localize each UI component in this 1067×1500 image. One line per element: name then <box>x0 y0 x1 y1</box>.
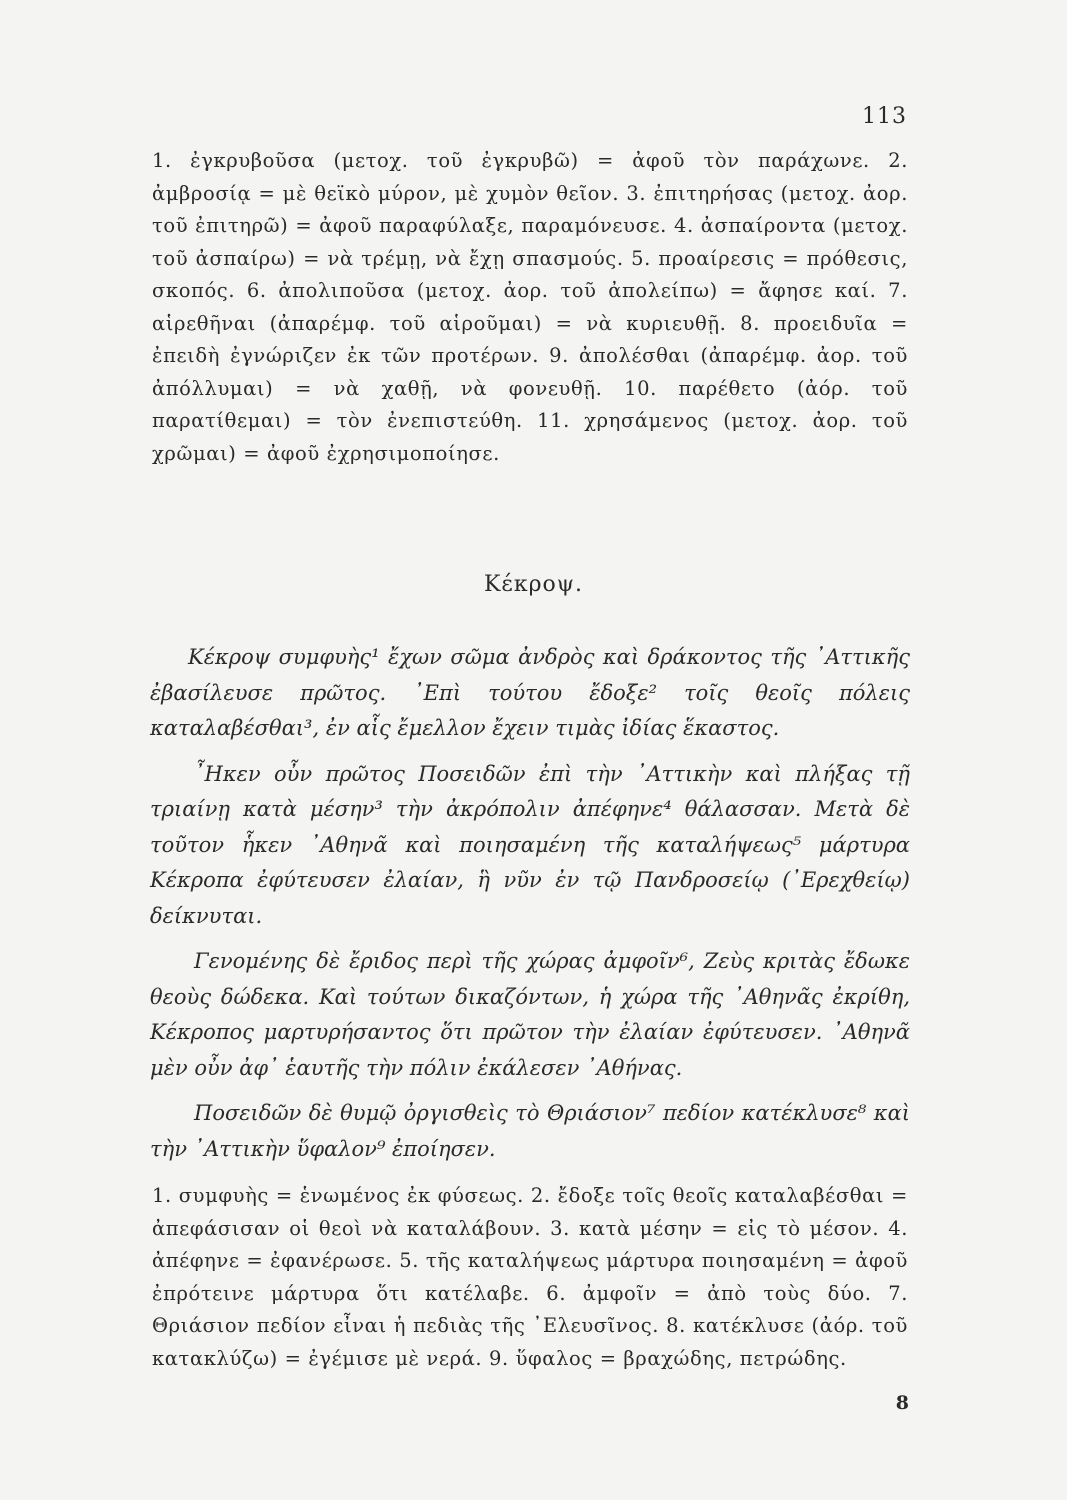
main-text <box>150 640 910 1177</box>
signature-mark: 8 <box>895 1392 909 1414</box>
footnotes-previous <box>152 145 908 470</box>
footnote-paragraph: 1. συμφυὴς = ἑνωμένος ἐκ φύσεως. 2. ἔδοξε τοῖς θεοῖς καταλαβέσθαι = ἀπεφάσισαν οἱ θεοὶ νὰ καταλάβουν. 3. κατὰ μέσην = εἰς τὸ μέσον. 4. ἀπέφηνε = ἐφανέρωσε. 5. τῆς καταλήψεως μάρτυρα ποιησαμένη = ἀφοῦ ἐπρότεινε μάρτυρα ὅτι κατέλαβε. 6. ἀμφοῖν = ἀπὸ τοὺς δύο. 7. Θριάσιον πεδίον εἶναι ἡ πεδιὰς τῆς ᾿Ελευσῖνος. 8. κατέκλυσε (ἀόρ. τοῦ κατακλύζω) = ἐγέμισε μὲ νερά. 9. ὕφαλος = βραχώδης, πετρώδης. <box>152 1184 908 1370</box>
story-paragraph: Ποσειδῶν δὲ θυμῷ ὀργισθεὶς τὸ Θριάσιον⁷ πεδίον κατέκλυσε⁸ καὶ τὴν ᾿Αττικὴν ὕφαλον⁹ ἐποίησεν. <box>150 1101 910 1161</box>
story-paragraph: Κέκροψ συμφυὴς¹ ἔχων σῶμα ἀνδρὸς καὶ δράκοντος τῆς ᾿Αττικῆς ἐβασίλευσε πρῶτος. ᾿Επὶ τούτου ἔδοξε² τοῖς θεοῖς πόλεις καταλαβέσθαι³, ἐν αἷς ἔμελλον ἔχειν τιμὰς ἰδίας ἕκαστος. <box>150 645 910 740</box>
story-paragraph: ῏Ηκεν οὖν πρῶτος Ποσειδῶν ἐπὶ τὴν ᾿Αττικὴν καὶ πλήξας τῇ τριαίνῃ κατὰ μέσην³ τὴν ἀκρόπολιν ἀπέφηνε⁴ θάλασσαν. Μετὰ δὲ τοῦτον ἧκεν ᾿Αθηνᾶ καὶ ποιησαμένη τῆς καταλήψεως⁵ μάρτυρα Κέκροπα ἐφύτευσεν ἐλαίαν, ἣ νῦν ἐν τῷ Πανδροσείῳ (᾿Ερεχθείῳ) δείκνυται. <box>150 761 910 928</box>
footnotes <box>152 1180 908 1375</box>
story-paragraph: Γενομένης δὲ ἔριδος περὶ τῆς χώρας ἀμφοῖν⁶, Ζεὺς κριτὰς ἔδωκε θεοὺς δώδεκα. Καὶ τούτων δικαζόντων, ἡ χώρα τῆς ᾿Αθηνᾶς ἐκρίθη, Κέκροπος μαρτυρήσαντος ὅτι πρῶτον τὴν ἐλαίαν ἐφύτευσεν. ᾿Αθηνᾶ μὲν οὖν ἀφ᾿ ἑαυτῆς τὴν πόλιν ἐκάλεσεν ᾿Αθήνας. <box>150 949 910 1080</box>
footnote-paragraph: 1. ἐγκρυβοῦσα (μετοχ. τοῦ ἐγκρυβῶ) = ἀφοῦ τὸν παράχωνε. 2. ἀμβροσίᾳ = μὲ θεϊκὸ μύρον, μὲ χυμὸν θεῖον. 3. ἐπιτηρήσας (μετοχ. ἀορ. τοῦ ἐπιτηρῶ) = ἀφοῦ παραφύλαξε, παραμόνευσε. 4. ἀσπαίροντα (μετοχ. τοῦ ἀσπαίρω) = νὰ τρέμῃ, νὰ ἔχῃ σπασμούς. 5. προαίρεσις = πρόθεσις, σκοπός. 6. ἀπολιποῦσα (μετοχ. ἀορ. τοῦ ἀπολείπω) = ἄφησε καί. 7. αἱρεθῆναι (ἀπαρέμφ. τοῦ αἱροῦμαι) = νὰ κυριευθῇ. 8. προειδυῖα = ἐπειδὴ ἐγνώριζεν ἐκ τῶν προτέρων. 9. ἀπολέσθαι (ἀπαρέμφ. ἀορ. τοῦ ἀπόλλυμαι) = νὰ χαθῇ, νὰ φονευθῇ. 10. παρέθετο (ἀόρ. τοῦ παρατίθεμαι) = τὸν ἐνεπιστεύθη. 11. χρησάμενος (μετοχ. ἀορ. τοῦ χρῶμαι) = ἀφοῦ ἐχρησιμοποίησε. <box>152 149 908 465</box>
section-title: Κέκροψ. <box>483 572 583 597</box>
page-number: 113 <box>862 104 907 129</box>
